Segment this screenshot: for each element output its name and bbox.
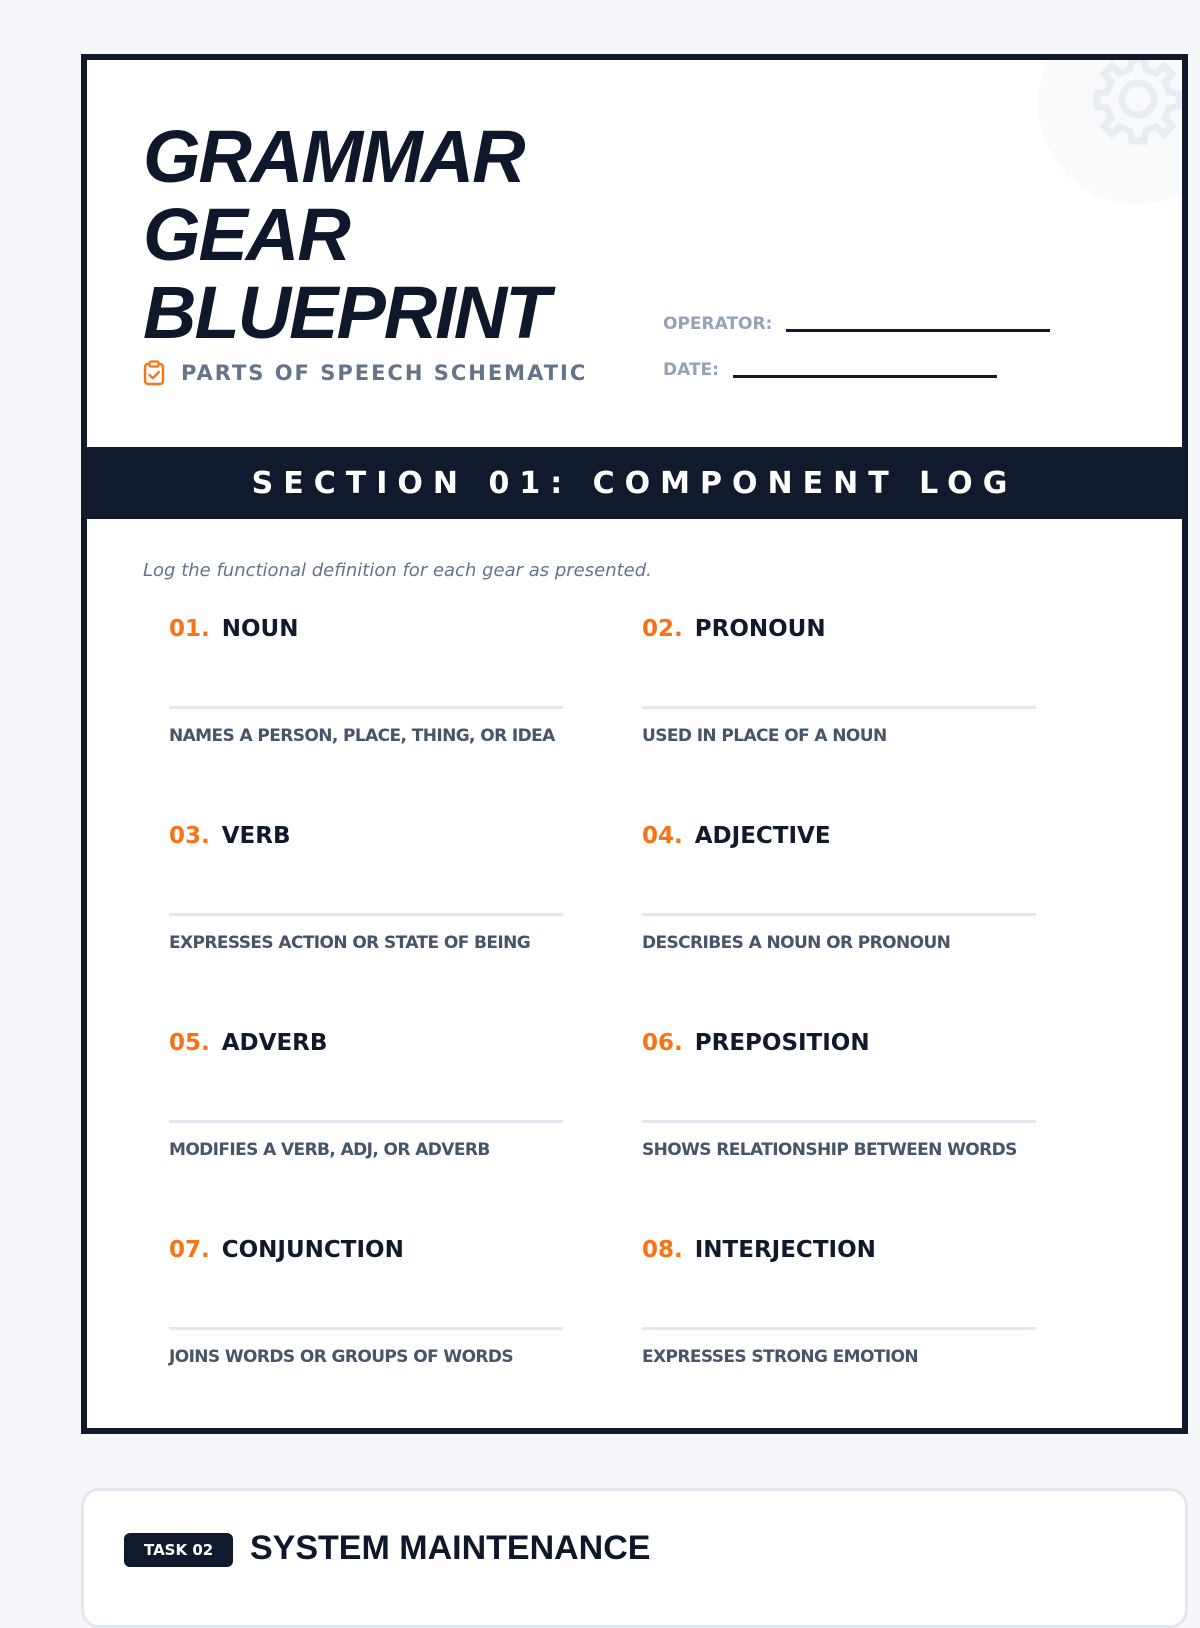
component-definition: USED IN PLACE OF A NOUN — [642, 726, 887, 746]
operator-write-line[interactable] — [786, 327, 1050, 332]
component-card — [642, 616, 1036, 786]
title-line-1: GRAMMAR — [143, 115, 524, 198]
component-term: VERB — [221, 823, 291, 849]
component-definition: DESCRIBES A NOUN OR PRONOUN — [642, 933, 951, 953]
task-badge: TASK 02 — [124, 1533, 233, 1567]
worksheet-sheet — [81, 54, 1188, 1434]
component-heading — [642, 823, 831, 849]
component-heading — [169, 1237, 404, 1263]
component-card — [169, 1030, 563, 1200]
component-number: 03. — [169, 823, 210, 849]
component-term: ADJECTIVE — [694, 823, 831, 849]
component-term: NOUN — [221, 616, 299, 642]
component-heading — [169, 823, 291, 849]
component-definition: MODIFIES A VERB, ADJ, OR ADVERB — [169, 1140, 490, 1160]
operator-field — [663, 314, 1050, 334]
component-heading — [642, 1030, 870, 1056]
component-heading — [169, 1030, 327, 1056]
gear-icon — [1028, 54, 1188, 214]
task-card — [81, 1488, 1188, 1628]
operator-label: OPERATOR: — [663, 314, 773, 334]
component-term: ADVERB — [221, 1030, 328, 1056]
component-card — [169, 616, 563, 786]
component-definition: EXPRESSES STRONG EMOTION — [642, 1347, 919, 1367]
clipboard-check-icon — [143, 360, 165, 386]
component-number: 07. — [169, 1237, 210, 1263]
answer-line[interactable] — [169, 706, 563, 709]
component-card — [642, 823, 1036, 993]
section-header: SECTION 01: COMPONENT LOG — [87, 447, 1182, 519]
component-card — [642, 1030, 1036, 1200]
title-line-2: GEAR — [143, 193, 349, 276]
component-number: 06. — [642, 1030, 683, 1056]
answer-line[interactable] — [642, 1327, 1036, 1330]
date-label: DATE: — [663, 360, 719, 380]
component-definition: EXPRESSES ACTION OR STATE OF BEING — [169, 933, 531, 953]
answer-line[interactable] — [642, 706, 1036, 709]
component-number: 08. — [642, 1237, 683, 1263]
answer-line[interactable] — [169, 913, 563, 916]
component-term: INTERJECTION — [694, 1237, 876, 1263]
instructions-text: Log the functional definition for each gear as presented. — [143, 560, 652, 581]
component-definition: SHOWS RELATIONSHIP BETWEEN WORDS — [642, 1140, 1017, 1160]
component-heading — [642, 616, 826, 642]
answer-line[interactable] — [642, 1120, 1036, 1123]
title-line-3: BLUEPRINT — [143, 271, 549, 354]
component-card — [169, 1237, 563, 1407]
date-field — [663, 360, 997, 380]
component-number: 05. — [169, 1030, 210, 1056]
component-number: 02. — [642, 616, 683, 642]
component-term: PRONOUN — [694, 616, 826, 642]
component-heading — [169, 616, 298, 642]
component-term: CONJUNCTION — [221, 1237, 404, 1263]
component-card — [642, 1237, 1036, 1407]
worksheet-subtitle — [143, 360, 587, 386]
component-card — [169, 823, 563, 993]
component-definition: JOINS WORDS OR GROUPS OF WORDS — [169, 1347, 514, 1367]
subtitle-text: PARTS OF SPEECH SCHEMATIC — [181, 361, 588, 385]
component-definition: NAMES A PERSON, PLACE, THING, OR IDEA — [169, 726, 555, 746]
component-number: 04. — [642, 823, 683, 849]
date-write-line[interactable] — [733, 373, 997, 378]
answer-line[interactable] — [642, 913, 1036, 916]
component-term: PREPOSITION — [694, 1030, 870, 1056]
answer-line[interactable] — [169, 1120, 563, 1123]
component-number: 01. — [169, 616, 210, 642]
component-heading — [642, 1237, 876, 1263]
worksheet-title — [143, 115, 549, 354]
answer-line[interactable] — [169, 1327, 563, 1330]
task-title: SYSTEM MAINTENANCE — [250, 1529, 651, 1567]
